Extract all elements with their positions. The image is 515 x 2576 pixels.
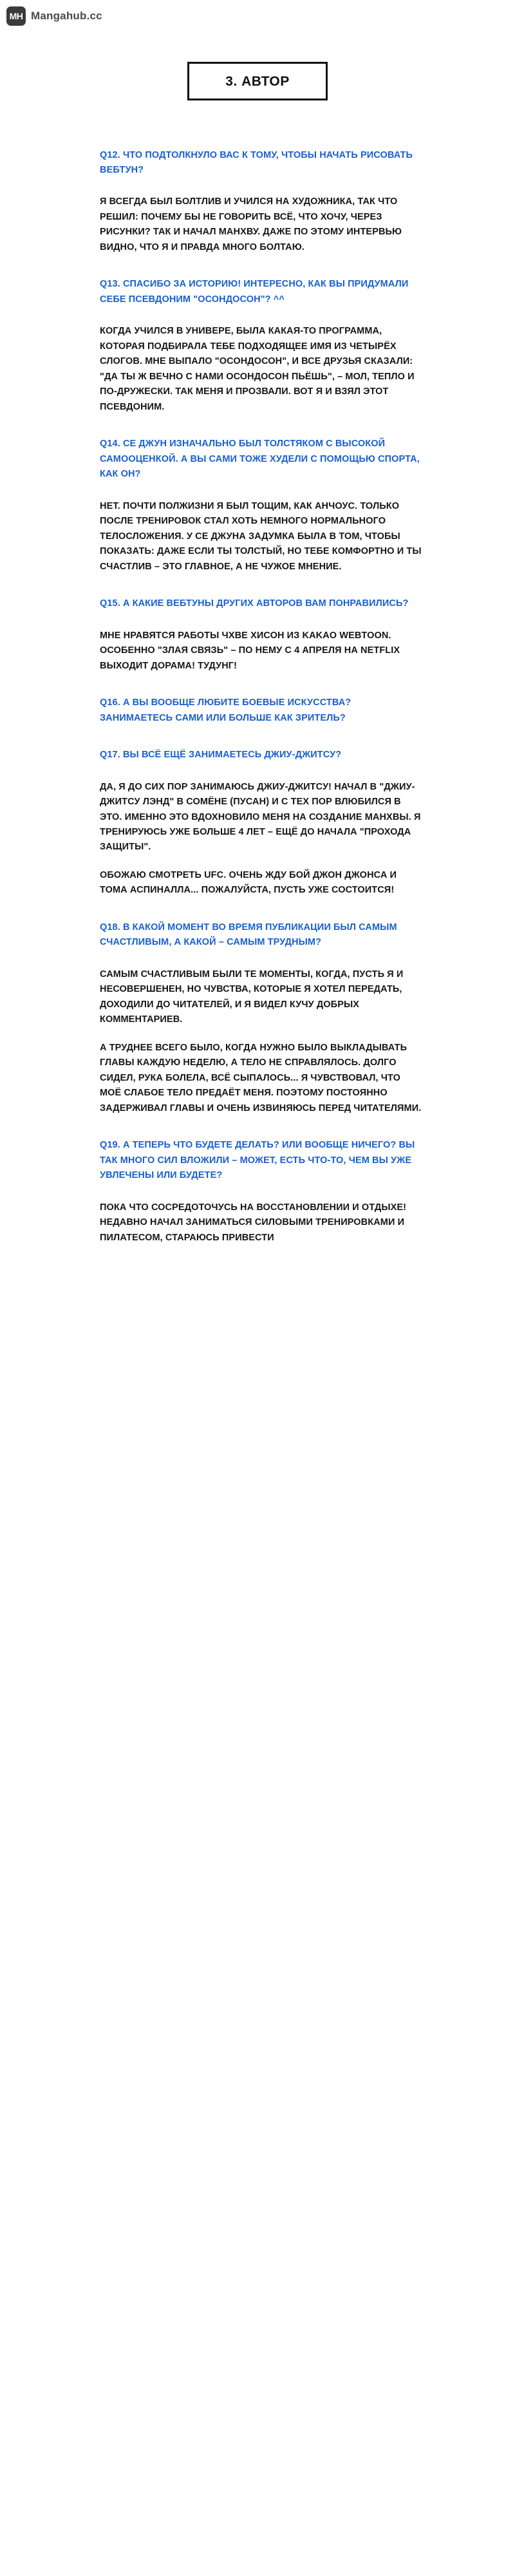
- qa-block: [100, 1200, 422, 1245]
- qa-block: [100, 596, 422, 611]
- question-text: Q15. А КАКИЕ ВЕБТУНЫ ДРУГИХ АВТОРОВ ВАМ ПОНРАВИЛИСЬ?: [100, 598, 409, 609]
- qa-block: [100, 194, 422, 255]
- chapter-title-container: [0, 62, 515, 100]
- qa-block: [100, 629, 422, 674]
- qa-block: [100, 780, 422, 855]
- question-text: Q18. В КАКОЙ МОМЕНТ ВО ВРЕМЯ ПУБЛИКАЦИИ БЫЛ САМЫМ СЧАСТЛИВЫМ, А КАКОЙ – САМЫМ ТРУДНЫМ?: [100, 922, 397, 948]
- answer-text: Я ВСЕГДА БЫЛ БОЛТЛИВ И УЧИЛСЯ НА ХУДОЖНИКА, ТАК ЧТО РЕШИЛ: ПОЧЕМУ БЫ НЕ ГОВОРИТЬ ВСЁ, ЧТО ХОЧУ, ЧЕРЕЗ РИСУНКИ? ТАК И НАЧАЛ МАНХВУ. ДАЖЕ ПО ЭТОМУ ИНТЕРВЬЮ ВИДНО, ЧТО Я И ПРАВДА МНОГО БОЛТАЮ.: [100, 196, 402, 252]
- qa-block: [100, 437, 422, 482]
- answer-text: ОБОЖАЮ СМОТРЕТЬ UFC. ОЧЕНЬ ЖДУ БОЙ ДЖОН ДЖОНСА И ТОМА АСПИНАЛЛА... ПОЖАЛУЙСТА, ПУСТЬ УЖЕ СОСТОИТСЯ!: [100, 869, 397, 896]
- question-text: Q19. А ТЕПЕРЬ ЧТО БУДЕТЕ ДЕЛАТЬ? ИЛИ ВООБЩЕ НИЧЕГО? ВЫ ТАК МНОГО СИЛ ВЛОЖИЛИ – МОЖЕТ, ЕСТЬ ЧТО-ТО, ЧЕМ ВЫ УЖЕ УВЛЕЧЕНЫ ИЛИ БУДЕТЕ?: [100, 1140, 415, 1181]
- chapter-title-box: [187, 62, 328, 100]
- answer-text: МНЕ НРАВЯТСЯ РАБОТЫ ЧХВЕ ХИСОН ИЗ KAKAO WEBTOON. ОСОБЕННО "ЗЛАЯ СВЯЗЬ" – ПО НЕМУ С 4 АПРЕЛЯ НА NETFLIX ВЫХОДИТ ДОРАМА! ТУДУНГ!: [100, 630, 400, 671]
- interview-content: [100, 138, 422, 1262]
- qa-block: [100, 967, 422, 1028]
- answer-text: КОГДА УЧИЛСЯ В УНИВЕРЕ, БЫЛА КАКАЯ-ТО ПРОГРАММА, КОТОРАЯ ПОДБИРАЛА ТЕБЕ ПОДХОДЯЩЕЕ ИМЯ ИЗ ЧЕТЫРЁХ СЛОГОВ. МНЕ ВЫПАЛО "ОСОНДОСОН", И ВСЕ ДРУЗЬЯ СКАЗАЛИ: "ДА ТЫ Ж ВЕЧНО С НАМИ ОСОНДОСОН ПЬЁШЬ", – МОЛ, ТЕПЛО И ПО-ДРУЖЕСКИ. ТАК МЕНЯ И ПРОЗВАЛИ. ВОТ Я И ВЗЯЛ ЭТОТ ПСЕВДОНИМ.: [100, 326, 415, 412]
- site-logo-icon: MH: [6, 6, 26, 26]
- question-text: Q17. ВЫ ВСЁ ЕЩЁ ЗАНИМАЕТЕСЬ ДЖИУ-ДЖИТСУ?: [100, 750, 342, 761]
- answer-text: ДА, Я ДО СИХ ПОР ЗАНИМАЮСЬ ДЖИУ-ДЖИТСУ! НАЧАЛ В "ДЖИУ-ДЖИТСУ ЛЭНД" В СОМЁНЕ (ПУСАН) И С ТЕХ ПОР ВЛЮБИЛСЯ В ЭТО. ИМЕННО ЭТО ВДОХНОВИЛО МЕНЯ НА СОЗДАНИЕ МАНХВЫ. Я ТРЕНИРУЮСЬ УЖЕ БОЛЬШЕ 4 ЛЕТ – ЕЩЁ ДО НАЧАЛА "ПРОХОДА ЗАЩИТЫ".: [100, 781, 421, 853]
- qa-block: [100, 1138, 422, 1183]
- answer-text: САМЫМ СЧАСТЛИВЫМ БЫЛИ ТЕ МОМЕНТЫ, КОГДА, ПУСТЬ Я И НЕСОВЕРШЕНЕН, НО ЧУВСТВА, КОТОРЫЕ Я ХОТЕЛ ПЕРЕДАТЬ, ДОХОДИЛИ ДО ЧИТАТЕЛЕЙ, И Я ВИДЕЛ КУЧУ ДОБРЫХ КОММЕНТАРИЕВ.: [100, 969, 404, 1025]
- answer-text: А ТРУДНЕЕ ВСЕГО БЫЛО, КОГДА НУЖНО БЫЛО ВЫКЛАДЫВАТЬ ГЛАВЫ КАЖДУЮ НЕДЕЛЮ, А ТЕЛО НЕ СПРАВЛЯЛОСЬ. ДОЛГО СИДЕЛ, РУКА БОЛЕЛА, ВСЁ СЫПАЛОСЬ... Я ЧУВСТВОВАЛ, ЧТО МОЁ СЛАБОЕ ТЕЛО ПРЕДАЁТ МЕНЯ. ПОЭТОМУ ПОСТОЯННО ЗАДЕРЖИВАЛ ГЛАВЫ И ОЧЕНЬ ИЗВИНЯЮСЬ ПЕРЕД ЧИТАТЕЛЯМИ.: [100, 1042, 422, 1113]
- qa-block: [100, 277, 422, 307]
- qa-block: [100, 696, 422, 726]
- site-name-label: Mangahub.cc: [31, 10, 102, 22]
- qa-block: [100, 920, 422, 951]
- question-text: Q13. СПАСИБО ЗА ИСТОРИЮ! ИНТЕРЕСНО, КАК ВЫ ПРИДУМАЛИ СЕБЕ ПСЕВДОНИМ "ОСОНДОСОН"? ^^: [100, 279, 409, 305]
- question-text: Q12. ЧТО ПОДТОЛКНУЛО ВАС К ТОМУ, ЧТОБЫ НАЧАТЬ РИСОВАТЬ ВЕБТУН?: [100, 149, 413, 175]
- site-watermark: [6, 6, 102, 26]
- answer-text: ПОКА ЧТО СОСРЕДОТОЧУСЬ НА ВОССТАНОВЛЕНИИ И ОТДЫХЕ! НЕДАВНО НАЧАЛ ЗАНИМАТЬСЯ СИЛОВЫМИ ТРЕНИРОВКАМИ И ПИЛАТЕСОМ, СТАРАЮСЬ ПРИВЕСТИ: [100, 1202, 407, 1243]
- qa-block: [100, 748, 422, 762]
- question-text: Q16. А ВЫ ВООБЩЕ ЛЮБИТЕ БОЕВЫЕ ИСКУССТВА? ЗАНИМАЕТЕСЬ САМИ ИЛИ БОЛЬШЕ КАК ЗРИТЕЛЬ?: [100, 697, 351, 723]
- qa-block: [100, 499, 422, 574]
- qa-block: [100, 148, 422, 178]
- qa-block: [100, 1041, 422, 1116]
- question-text: Q14. СЕ ДЖУН ИЗНАЧАЛЬНО БЫЛ ТОЛСТЯКОМ С ВЫСОКОЙ САМООЦЕНКОЙ. А ВЫ САМИ ТОЖЕ ХУДЕЛИ С ПОМОЩЬЮ СПОРТА, КАК ОН?: [100, 439, 420, 480]
- answer-text: НЕТ. ПОЧТИ ПОЛЖИЗНИ Я БЫЛ ТОЩИМ, КАК АНЧОУС. ТОЛЬКО ПОСЛЕ ТРЕНИРОВОК СТАЛ ХОТЬ НЕМНОГО НОРМАЛЬНОГО ТЕЛОСЛОЖЕНИЯ. У СЕ ДЖУНА ЗАДУМКА БЫЛА В ТОМ, ЧТОБЫ ПОКАЗАТЬ: ДАЖЕ ЕСЛИ ТЫ ТОЛСТЫЙ, НО ТЕБЕ КОМФОРТНО И ТЫ СЧАСТЛИВ – ЭТО ГЛАВНОЕ, А НЕ ЧУЖОЕ МНЕНИЕ.: [100, 500, 422, 572]
- qa-block: [100, 324, 422, 415]
- page-title: 3. АВТОР: [225, 74, 290, 89]
- qa-block: [100, 868, 422, 898]
